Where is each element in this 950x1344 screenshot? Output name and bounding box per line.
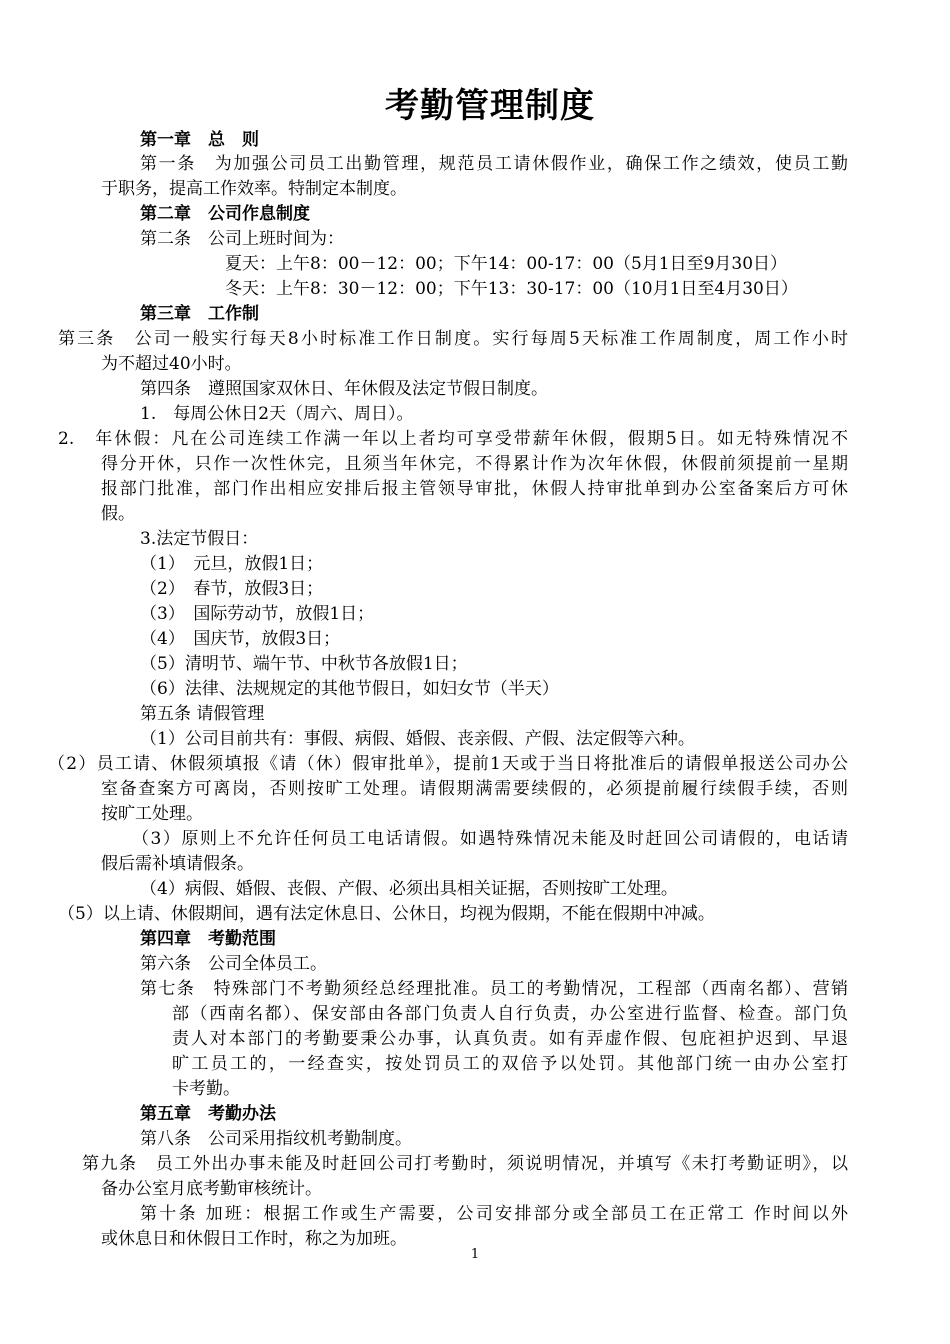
article-5-heading: 第五条 请假管理 (140, 704, 265, 724)
article-3-line-2: 为不超过40小时。 (101, 354, 242, 374)
article-1-line-2: 于职务，提高工作效率。特制定本制度。 (101, 179, 407, 199)
holiday-item-2: （2） 春节，放假3日； (140, 579, 324, 599)
annual-leave-line-3: 报部门批准，部门作出相应安排后报主管领导审批，休假人持审批单到办公室备案后方可休 (101, 479, 848, 499)
summer-schedule: 夏天：上午8：00－12：00；下午14：00-17：00（5月1日至9月30日） (225, 254, 788, 274)
page-number: 1 (470, 1247, 480, 1262)
leave-item-3-line-2: 假后需补填请假条。 (101, 854, 254, 874)
article-4-line: 第四条 遵照国家双休日、年休假及法定节假日制度。 (140, 379, 548, 399)
article-10-line-1: 第十条 加班：根据工作或生产需要，公司安排部分或全部员工在正常工 作时间以外 (140, 1204, 848, 1224)
leave-item-3-line-1: （3）原则上不允许任何员工电话请假。如遇特殊情况未能及时赶回公司请假的，电话请 (132, 829, 848, 849)
annual-leave-line-4: 假。 (101, 504, 135, 524)
article-3-line-1: 第三条 公司一般实行每天8小时标准工作日制度。实行每周5天标准工作周制度，周工作小时 (58, 329, 848, 349)
article-8-line: 第八条 公司采用指纹机考勤制度。 (140, 1129, 412, 1149)
annual-leave-line-1: 2. 年休假：凡在公司连续工作满一年以上者均可享受带薪年休假，假期5日。如无特殊情况不 (58, 429, 848, 449)
holiday-item-6: （6）法律、法规规定的其他节假日，如妇女节（半天） (140, 679, 559, 699)
chapter-3-heading: 第三章 工作制 (140, 304, 259, 324)
statutory-holidays-heading: 3.法定节假日： (140, 529, 259, 549)
article-9-line-2: 备办公室月底考勤审核统计。 (101, 1179, 322, 1199)
annual-leave-line-2: 得分开休，只作一次性休完，且须当年休完，不得累计作为次年休假，休假前须提前一星期 (101, 454, 848, 474)
chapter-4-heading: 第四章 考勤范围 (140, 929, 276, 949)
holiday-item-1: （1） 元旦，放假1日； (140, 554, 324, 574)
article-6-line: 第六条 公司全体员工。 (140, 954, 327, 974)
document-title: 考勤管理制度 (385, 86, 595, 126)
chapter-1-heading: 第一章 总 则 (140, 130, 259, 150)
weekly-rest-item: 1. 每周公休日2天（周六、周日）。 (140, 404, 414, 424)
article-7-line-5: 卡考勤。 (172, 1079, 240, 1099)
holiday-item-4: （4） 国庆节，放假3日； (140, 629, 341, 649)
article-7-line-3: 责人对本部门的考勤要秉公办事，认真负责。如有弄虚作假、包庇袒护迟到、早退 (172, 1029, 848, 1049)
article-7-line-2: 部（西南名都）、保安部由各部门负责人自行负责，办公室进行监督、检查。部门负 (172, 1004, 848, 1024)
holiday-item-3: （3） 国际劳动节，放假1日； (140, 604, 375, 624)
article-10-line-2: 或休息日和休假日工作时，称之为加班。 (101, 1229, 407, 1249)
article-7-line-4: 旷工员工的，一经查实，按处罚员工的双倍予以处罚。其他部门统一由办公室打 (172, 1054, 848, 1074)
leave-item-5: （5）以上请、休假期间，遇有法定休息日、公休日，均视为假期，不能在假期中冲减。 (58, 904, 715, 924)
article-7-line-1: 第七条 特殊部门不考勤须经总经理批准。员工的考勤情况，工程部（西南名都）、营销 (140, 979, 848, 999)
leave-item-1: （1）公司目前共有：事假、病假、婚假、丧亲假、产假、法定假等六种。 (140, 729, 695, 749)
holiday-item-5: （5）清明节、端午节、中秋节各放假1日； (140, 654, 468, 674)
leave-item-2-line-1: （2）员工请、休假须填报《请（休）假审批单》，提前1天或于当日将批准后的请假单报送公司办公 (48, 754, 848, 774)
chapter-5-heading: 第五章 考勤办法 (140, 1104, 276, 1124)
article-9-line-1: 第九条 员工外出办事未能及时赶回公司打考勤时，须说明情况，并填写《未打考勤证明》，以 (82, 1154, 848, 1174)
winter-schedule: 冬天：上午8：30－12：00；下午13：30-17：00（10月1日至4月30日） (225, 279, 798, 299)
leave-item-2-line-3: 按旷工处理。 (101, 804, 203, 824)
leave-item-4: （4）病假、婚假、丧假、产假、必须出具相关证据，否则按旷工处理。 (140, 879, 678, 899)
article-1-line-1: 第一条 为加强公司员工出勤管理，规范员工请休假作业，确保工作之绩效，使员工勤 (140, 154, 848, 174)
leave-item-2-line-2: 室备查案方可离岗，否则按旷工处理。请假期满需要续假的，必须提前履行续假手续，否则 (101, 779, 848, 799)
article-2-line: 第二条 公司上班时间为： (140, 229, 344, 249)
chapter-2-heading: 第二章 公司作息制度 (140, 204, 310, 224)
